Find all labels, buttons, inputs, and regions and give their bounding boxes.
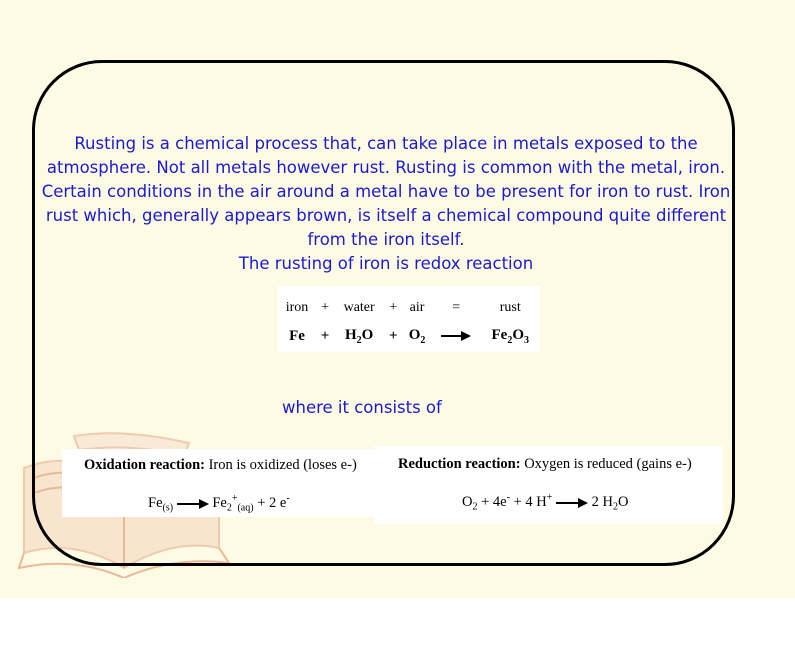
reduction-title: Reduction reaction: [398,456,521,472]
oxidation-description: Iron is oxidized (loses e-) [208,457,357,473]
word-iron: iron [285,300,309,315]
reduction-equation: $O_2 + 4e^- + 4$ H+ 2 $H_2O$ [462,492,629,513]
word-water: water [343,300,375,315]
chem-plus-1: + [320,327,330,344]
chem-o2: $O_2$ [408,326,426,346]
oxidation-box [62,449,374,517]
equation-box [278,286,540,352]
word-equation [278,294,540,322]
chem-fe: Fe [289,327,305,344]
chem-fe2o3: $Fe_2O_3$ [491,326,530,346]
chem-plus-2: + [388,327,398,344]
word-plus-2: + [389,300,398,315]
arrow-icon [177,499,209,509]
reduction-box [374,446,723,524]
arrow-icon [556,498,588,508]
reduction-description: Oxygen is reduced (gains e-) [524,456,692,472]
intro-text [38,132,734,276]
chem-h2o: $H_2O$ [344,326,374,346]
oxidation-title: Oxidation reaction: [84,457,205,473]
intro-paragraph: Rusting is a chemical process that, can take place in metals exposed to the atmosphere. Not all metals however rust. Rusting is common with the metal, iron. Certain conditions in the air around a metal have to be present for iron to rust. Iron rust which, generally appears brown, is itself a chemical compound quite different from the iron itself. [41,134,731,249]
word-plus-1: + [321,300,329,315]
arrow-icon [432,322,481,350]
reduction-heading [398,456,692,473]
word-rust: rust [499,300,521,315]
oxidation-equation: $Fe_{(s)}$ $Fe_2^+_{(aq)} + 2$ e- [148,493,290,514]
word-air: air [409,300,425,315]
redox-line: The rusting of iron is redox reaction [238,254,534,273]
chemical-equation [278,322,540,350]
consists-text: where it consists of [282,398,442,417]
word-equals: = [452,300,461,315]
oxidation-heading [84,457,357,474]
